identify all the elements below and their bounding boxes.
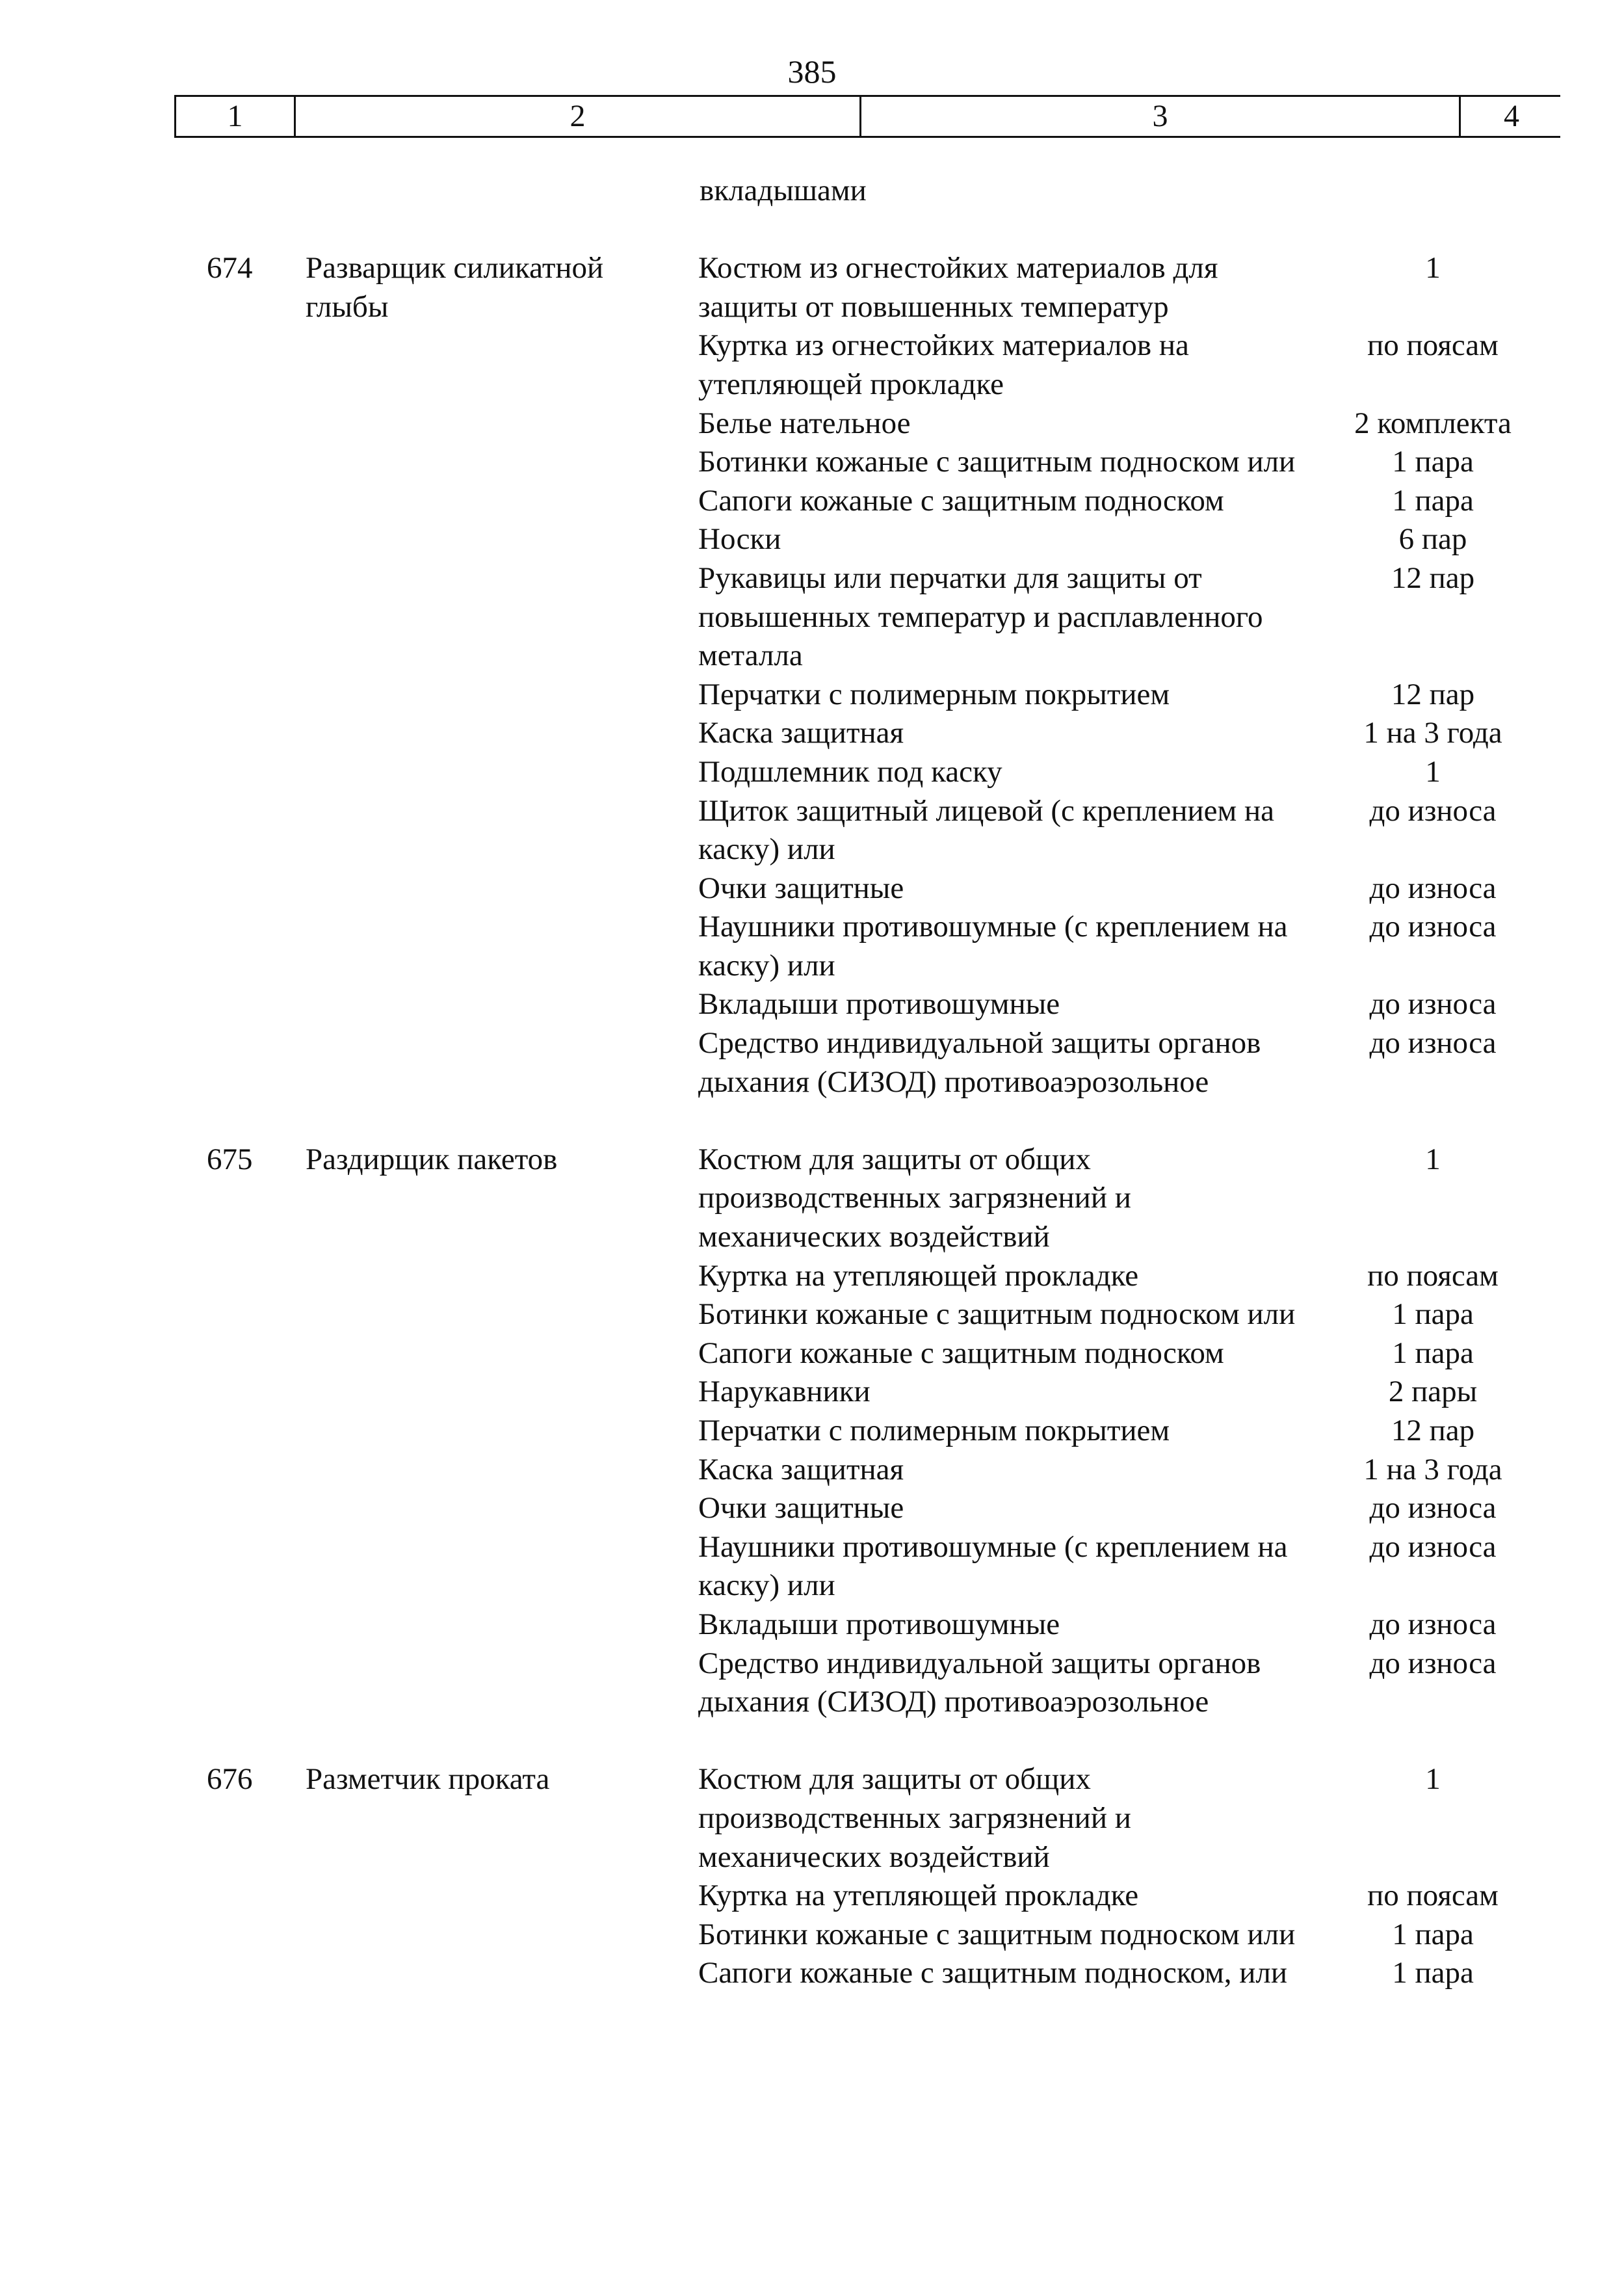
ppe-item-row xyxy=(698,1024,1624,1102)
ppe-item-name: Наушники противошумные (с креплением на каску) или xyxy=(698,1529,1288,1603)
ppe-item-list xyxy=(698,1760,1624,1993)
entry-number: 676 xyxy=(207,1762,253,1797)
ppe-item-quantity: 1 xyxy=(1425,754,1441,789)
ppe-item-quantity: до износа xyxy=(1369,1491,1497,1525)
ppe-item-row xyxy=(698,1760,1624,1877)
profession-name: Разварщик силикатной глыбы xyxy=(306,251,604,324)
ppe-item-name: Куртка на утепляющей прокладке xyxy=(698,1879,1139,1913)
ppe-item-quantity: 1 пара xyxy=(1392,445,1474,479)
ppe-item-name: Сапоги кожаные с защитным подноском, или xyxy=(698,1956,1287,1990)
ppe-item-quantity: 12 пар xyxy=(1391,677,1475,711)
table-header-row xyxy=(174,95,1560,138)
ppe-item-row xyxy=(698,404,1624,443)
ppe-item-row xyxy=(698,482,1624,521)
ppe-item-row xyxy=(698,1605,1624,1644)
ppe-item-row xyxy=(698,714,1624,753)
ppe-item-name: Ботинки кожаные с защитным подноском или xyxy=(698,445,1296,479)
ppe-item-row xyxy=(698,1877,1624,1916)
ppe-item-name: Подшлемник под каску xyxy=(698,754,1002,789)
ppe-item-name: Перчатки с полимерным покрытием xyxy=(698,1414,1170,1447)
ppe-item-name: Очки защитные xyxy=(698,1491,904,1525)
ppe-item-quantity: 1 xyxy=(1425,251,1441,285)
ppe-item-quantity: 1 пара xyxy=(1392,1917,1474,1951)
table-body xyxy=(0,172,1624,1993)
ppe-item-list xyxy=(698,249,1624,1102)
ppe-item-name: Сапоги кожаные с защитным подноском xyxy=(698,1336,1224,1370)
entries-list xyxy=(0,249,1624,1993)
ppe-item-quantity: 12 пар xyxy=(1391,1414,1475,1447)
header-cell-4: 4 xyxy=(1504,99,1519,133)
ppe-item-row xyxy=(698,249,1624,326)
ppe-item-quantity: 1 пара xyxy=(1392,483,1474,518)
ppe-item-name: Носки xyxy=(698,522,781,557)
ppe-item-quantity: 1 xyxy=(1425,1762,1441,1797)
ppe-item-name: Очки защитные xyxy=(698,871,904,905)
ppe-item-row xyxy=(698,559,1624,676)
ppe-item-row xyxy=(698,869,1624,908)
ppe-item-quantity: 12 пар xyxy=(1391,561,1475,595)
header-cell-1: 1 xyxy=(176,97,296,136)
ppe-item-name: Костюм для защиты от общих производственных загрязнений и механических воздействий xyxy=(698,1142,1131,1254)
ppe-item-quantity: до износа xyxy=(1369,793,1497,828)
ppe-item-name: Каска защитная xyxy=(698,716,904,750)
ppe-item-row xyxy=(698,676,1624,715)
ppe-item-row xyxy=(698,1954,1624,1993)
ppe-item-quantity: до износа xyxy=(1369,1607,1497,1641)
ppe-item-quantity: по поясам xyxy=(1367,328,1499,363)
ppe-item-quantity: 1 пара xyxy=(1392,1956,1474,1990)
header-cell-2: 2 xyxy=(296,97,861,136)
profession-name: Раздирщик пакетов xyxy=(306,1142,558,1176)
ppe-item-row xyxy=(698,1257,1624,1296)
ppe-item-row xyxy=(698,1451,1624,1490)
ppe-item-row xyxy=(698,908,1624,985)
ppe-item-row xyxy=(698,985,1624,1024)
ppe-item-quantity: по поясам xyxy=(1367,1879,1499,1913)
ppe-item-name: Костюм из огнестойких материалов для защиты от повышенных температур xyxy=(698,251,1218,324)
ppe-item-row xyxy=(698,1412,1624,1451)
ppe-item-row xyxy=(698,443,1624,482)
ppe-item-row xyxy=(698,1916,1624,1955)
ppe-item-name: Вкладыши противошумные xyxy=(698,987,1060,1022)
ppe-item-row xyxy=(698,326,1624,404)
ppe-item-name: Средство индивидуальной защиты органов дыхания (СИЗОД) противоаэрозольное xyxy=(698,1026,1261,1099)
ppe-item-row xyxy=(698,1528,1624,1605)
ppe-item-quantity: по поясам xyxy=(1367,1258,1499,1293)
ppe-item-name: Куртка из огнестойких материалов на утепляющей прокладке xyxy=(698,328,1189,401)
ppe-item-row xyxy=(698,792,1624,869)
ppe-item-row xyxy=(698,1295,1624,1334)
ppe-item-name: Рукавицы или перчатки для защиты от повышенных температур и расплавленного металла xyxy=(698,561,1263,673)
ppe-item-name: Сапоги кожаные с защитным подноском xyxy=(698,483,1224,518)
ppe-item-name: Ботинки кожаные с защитным подноском или xyxy=(698,1917,1296,1951)
ppe-item-row xyxy=(698,1141,1624,1257)
ppe-item-quantity: 2 комплекта xyxy=(1354,406,1512,440)
table-entry xyxy=(0,249,1624,1102)
ppe-item-quantity: 6 пар xyxy=(1398,522,1467,557)
ppe-item-row xyxy=(698,1334,1624,1373)
ppe-item-name: Вкладыши противошумные xyxy=(698,1607,1060,1641)
ppe-item-quantity: 2 пары xyxy=(1388,1375,1478,1409)
ppe-item-name: Ботинки кожаные с защитным подноском или xyxy=(698,1297,1296,1332)
ppe-item-name: Наушники противошумные (с креплением на каску) или xyxy=(698,910,1288,983)
ppe-item-quantity: до износа xyxy=(1369,1529,1497,1564)
entry-number: 674 xyxy=(207,251,253,285)
ppe-item-quantity: до износа xyxy=(1369,1026,1497,1061)
table-entry xyxy=(0,1141,1624,1722)
ppe-item-name: Костюм для защиты от общих производственных загрязнений и механических воздействий xyxy=(698,1762,1131,1874)
entry-number: 675 xyxy=(207,1142,253,1176)
ppe-item-quantity: до износа xyxy=(1369,987,1497,1022)
continuation-text: вкладышами xyxy=(700,174,867,207)
ppe-item-quantity: до износа xyxy=(1369,910,1497,944)
ppe-item-row xyxy=(698,1373,1624,1412)
ppe-item-list xyxy=(698,1141,1624,1722)
ppe-item-row xyxy=(698,520,1624,559)
header-cell-3: 3 xyxy=(861,97,1461,136)
ppe-item-quantity: до износа xyxy=(1369,1646,1497,1680)
ppe-item-quantity: 1 xyxy=(1425,1142,1441,1176)
ppe-item-name: Нарукавники xyxy=(698,1375,871,1409)
ppe-item-row xyxy=(698,1644,1624,1722)
ppe-item-quantity: 1 на 3 года xyxy=(1363,1452,1502,1486)
table-entry xyxy=(0,1760,1624,1993)
ppe-item-name: Средство индивидуальной защиты органов дыхания (СИЗОД) противоаэрозольное xyxy=(698,1646,1261,1719)
ppe-item-quantity: 1 пара xyxy=(1392,1336,1474,1370)
ppe-item-quantity: до износа xyxy=(1369,871,1497,905)
ppe-item-name: Перчатки с полимерным покрытием xyxy=(698,677,1170,711)
ppe-item-name: Белье нательное xyxy=(698,406,911,440)
ppe-item-quantity: 1 пара xyxy=(1392,1297,1474,1332)
page-number: 385 xyxy=(787,53,837,90)
ppe-item-row xyxy=(698,753,1624,792)
ppe-item-name: Щиток защитный лицевой (с креплением на каску) или xyxy=(698,793,1275,867)
ppe-item-row xyxy=(698,1489,1624,1528)
profession-name: Разметчик проката xyxy=(306,1762,550,1797)
ppe-item-name: Куртка на утепляющей прокладке xyxy=(698,1258,1139,1293)
ppe-item-name: Каска защитная xyxy=(698,1452,904,1486)
ppe-item-quantity: 1 на 3 года xyxy=(1363,716,1502,750)
